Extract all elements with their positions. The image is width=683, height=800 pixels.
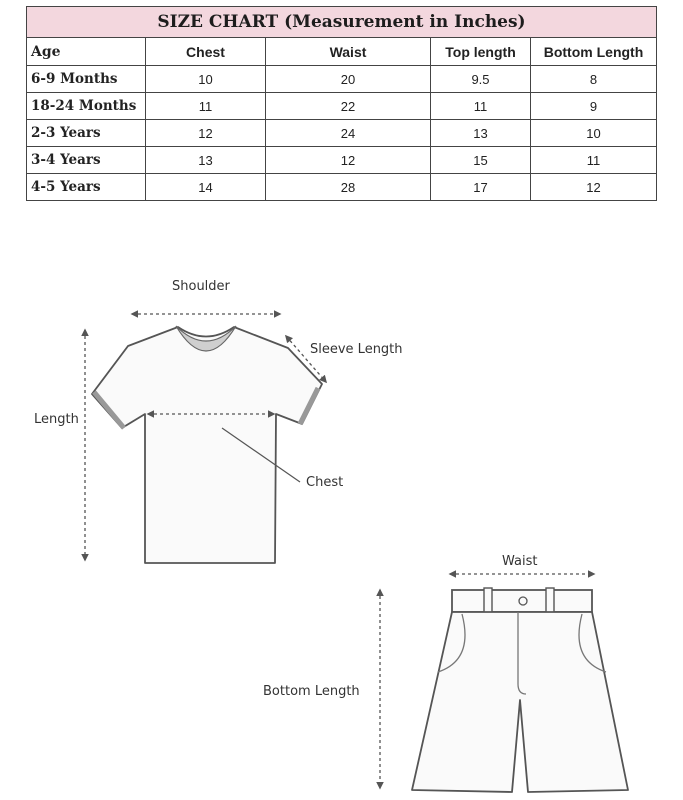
bottom-length-cell: 8 [531,66,657,93]
waist-cell: 28 [266,174,431,201]
header-top-length: Top length [431,38,531,66]
header-waist: Waist [266,38,431,66]
waist-cell: 24 [266,120,431,147]
age-cell: 18-24 Months [27,93,146,120]
header-bottom-length: Bottom Length [531,38,657,66]
header-age: Age [27,38,146,66]
bottom-length-label: Bottom Length [263,684,360,699]
chest-cell: 12 [146,120,266,147]
tshirt-diagram [34,279,403,563]
bottom-length-cell: 9 [531,93,657,120]
length-label: Length [34,412,79,427]
top-length-cell: 17 [431,174,531,201]
chest-cell: 14 [146,174,266,201]
top-length-cell: 11 [431,93,531,120]
tshirt-outline [92,327,322,563]
top-length-cell: 13 [431,120,531,147]
age-cell: 2-3 Years [27,120,146,147]
bottom-length-cell: 12 [531,174,657,201]
chest-cell: 10 [146,66,266,93]
age-cell: 3-4 Years [27,147,146,174]
bottom-length-cell: 11 [531,147,657,174]
top-length-cell: 15 [431,147,531,174]
size-chart-title: SIZE CHART (Measurement in Inches) [27,7,657,38]
bottom-length-cell: 10 [531,120,657,147]
age-cell: 6-9 Months [27,66,146,93]
age-cell: 4-5 Years [27,174,146,201]
header-chest: Chest [146,38,266,66]
waist-label: Waist [502,554,538,569]
belt-loop-left [484,588,492,614]
sleeve-length-label: Sleeve Length [310,342,403,357]
shorts-diagram [263,554,628,792]
belt-loop-right [546,588,554,614]
chest-label: Chest [306,475,344,490]
chest-cell: 11 [146,93,266,120]
shorts-button [519,597,527,605]
top-length-cell: 9.5 [431,66,531,93]
shorts-body [412,612,628,792]
waist-cell: 22 [266,93,431,120]
shoulder-label: Shoulder [172,279,230,294]
chest-cell: 13 [146,147,266,174]
waist-cell: 12 [266,147,431,174]
waist-cell: 20 [266,66,431,93]
